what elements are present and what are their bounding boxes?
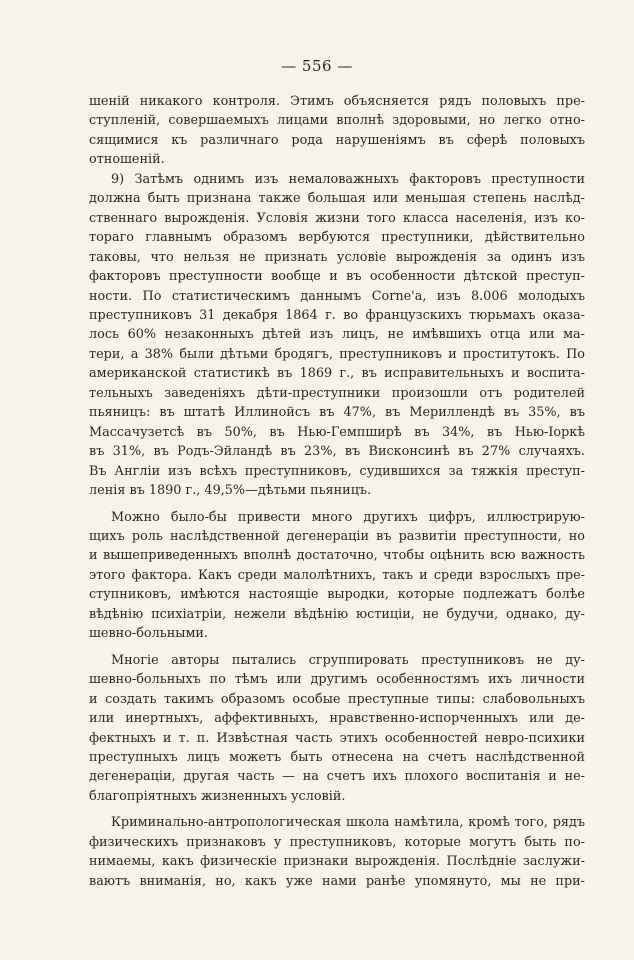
text-line: пьяницъ: въ штатѣ Иллинойсъ въ 47%, въ Мериллендѣ въ 35%, въ (89, 405, 585, 421)
text-line: американской статистикѣ въ 1869 г., въ исправительныхъ и воспита- (89, 366, 585, 382)
body-text (89, 92, 585, 891)
text-line: лось 60% незаконныхъ дѣтей изъ лицъ, не имѣвшихъ отца или ма- (89, 327, 585, 343)
text-line: фектныхъ и т. п. Извѣстная часть этихъ особенностей невро-психики (89, 730, 585, 746)
text-line: тельныхъ заведеніяхъ дѣти-преступники произошли отъ родителей (89, 385, 585, 401)
text-line: вѣдѣнію психіатріи, нежели вѣдѣнію юстиціи, не будучи, однако, ду- (89, 606, 585, 622)
text-line: ности. По статистическимъ даннымъ Corne'а, изъ 8.006 молодыхъ (89, 288, 585, 304)
paragraph (89, 813, 585, 891)
text-line: этого фактора. Какъ среди малолѣтнихъ, такъ и среди взрослыхъ пре- (89, 567, 585, 583)
text-line: въ 31%, въ Родъ-Эйландѣ въ 23%, въ Висконсинѣ въ 27% случаяхъ. (89, 444, 585, 460)
text-line: сящимися къ различнаго рода нарушеніямъ въ сферѣ половыхъ (89, 132, 585, 148)
text-line: факторовъ преступности вообще и въ особенности дѣтской преступ- (89, 269, 585, 285)
text-line: Многіе авторы пытались сгруппировать преступниковъ не ду- (111, 652, 585, 668)
text-line: шевно-больныхъ по тѣмъ или другимъ особенностямъ ихъ личности (89, 672, 585, 688)
text-line: ступленій, совершаемыхъ лицами вполнѣ здоровыми, но легко отно- (89, 113, 585, 129)
text-line: тери, а 38% были дѣтьми бродягъ, преступниковъ и проститутокъ. По (89, 346, 585, 362)
paragraph (89, 508, 585, 644)
text-line: преступниковъ 31 декабря 1864 г. во французскихъ тюрьмахъ оказа- (89, 307, 585, 323)
paragraph (89, 92, 585, 170)
text-line: физическихъ признаковъ у преступниковъ, которые могутъ быть по- (89, 834, 585, 850)
paragraph (89, 651, 585, 807)
text-line: и вышеприведенныхъ вполнѣ достаточно, чтобы оцѣнить всю важность (89, 548, 585, 564)
text-line: Массачузетсѣ въ 50%, въ Нью-Гемпширѣ въ 34%, въ Нью-Іоркѣ (89, 424, 585, 440)
text-line: отношеній. (89, 152, 165, 168)
text-line: шеній никакого контроля. Этимъ объясняется рядъ половыхъ пре- (89, 94, 585, 109)
text-line: ступниковъ, имѣются настоящіе выродки, которые подлежатъ болѣе (89, 587, 585, 603)
page-number: — 556 — (281, 57, 353, 75)
text-line: ственнаго вырожденія. Условія жизни того класса населенія, изъ ко- (89, 210, 585, 226)
text-line: 9) Затѣмъ однимъ изъ немаловажныхъ факторовъ преступности (111, 171, 585, 187)
text-line: тораго главнымъ образомъ вербуются преступники, дѣйствительно (89, 230, 585, 246)
text-line: благопріятныхъ жизненныхъ условій. (89, 788, 346, 804)
text-line: преступныхъ лицъ можетъ быть отнесена на счетъ наслѣдственной (89, 749, 585, 765)
text-line: или инертныхъ, аффективныхъ, нравственно-испорченныхъ или де- (89, 711, 585, 727)
text-line: Въ Англіи изъ всѣхъ преступниковъ, судившихся за тяжкія преступ- (89, 463, 585, 479)
text-line: нимаемы, какъ физическіе признаки вырожденія. Послѣдніе заслужи- (89, 854, 585, 870)
text-line: ленія въ 1890 г., 49,5%—дѣтьми пьяницъ. (89, 483, 372, 499)
text-line: щихъ роль наслѣдственной дегенераціи въ развитіи преступности, но (89, 528, 585, 544)
paragraph (89, 170, 585, 501)
text-line: таковы, что нельзя не признать условіе вырожденія за одинъ изъ (89, 249, 585, 265)
text-line: дегенераціи, другая часть — на счетъ ихъ плохого воспитанія и не- (89, 769, 585, 785)
text-line: Можно было-бы привести много другихъ цифръ, иллюстрирую- (111, 509, 585, 525)
text-line: Криминально-антропологическая школа намѣтила, кромѣ того, рядъ (111, 815, 585, 831)
text-line: шевно-больными. (89, 626, 209, 642)
text-line: и создать такимъ образомъ особые преступные типы: слабовольныхъ (89, 691, 585, 707)
text-line: должна быть признана также большая или меньшая степень наслѣд- (89, 191, 585, 207)
text-line: ваютъ вниманія, но, какъ уже нами ранѣе упомянуто, мы не при- (89, 873, 585, 889)
